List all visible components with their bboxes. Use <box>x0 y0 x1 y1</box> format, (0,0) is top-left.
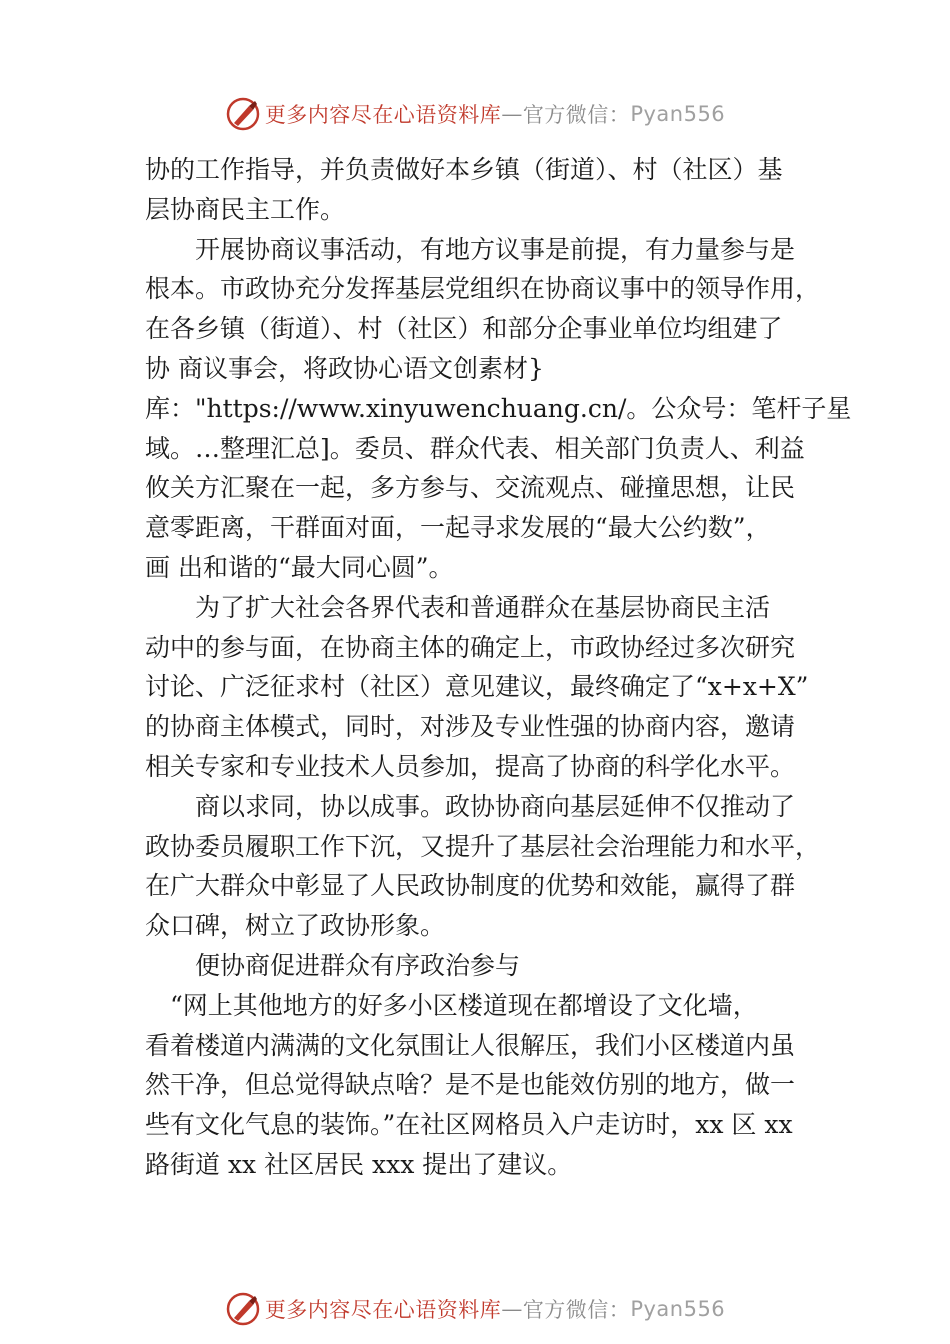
text-line: 为了扩大社会各界代表和普通群众在基层协商民主活 <box>145 592 771 622</box>
text-line: 根本。市政协充分发挥基层党组织在协商议事中的领导作用， <box>145 274 821 304</box>
text-line: 层协商民主工作。 <box>145 194 346 224</box>
text-line: 在各乡镇（街道）、村（社区）和部分企事业单位均组建了 <box>145 314 783 344</box>
footer-site-text: 更多内容尽在心语资料库 <box>264 1298 502 1322</box>
footer-dash: — <box>501 1297 523 1321</box>
header-wechat-label: 官方微信： <box>522 103 631 127</box>
header-dash: — <box>501 102 523 126</box>
text-line: 众口碑，树立了政协形象。 <box>145 911 446 941</box>
header-wechat-id: Pyan556 <box>630 102 726 126</box>
text-line: 协的工作指导，并负责做好本乡镇（街道）、村（社区）基 <box>145 155 783 184</box>
text-line: 的协商主体模式，同时，对涉及专业性强的协商内容，邀请 <box>145 712 796 742</box>
text-line: 攸关方汇聚在一起，多方参与、交流观点、碰撞思想，让民 <box>145 473 796 503</box>
text-line: 相关专家和专业技术人员参加，提高了协商的科学化水平。 <box>145 751 796 781</box>
text-line: “网上其他地方的好多小区楼道现在都增设了文化墙， <box>145 990 758 1020</box>
text-line: 协 商议事会，将政协心语文创素材} <box>145 353 544 383</box>
text-line: 商以求同，协以成事。政协协商向基层延伸不仅推动了 <box>145 791 796 821</box>
text-line: 在广大群众中彰显了人民政协制度的优势和效能，赢得了群 <box>145 871 796 901</box>
text-line: 些有文化气息的装饰。”在社区网格员入户走访时，xx 区 xx <box>145 1110 793 1140</box>
text-line: 开展协商议事活动，有地方议事是前提，有力量参与是 <box>145 234 796 264</box>
footer-banner <box>0 1289 950 1329</box>
text-line: 意零距离，干群面对面，一起寻求发展的“最大公约数”， <box>145 513 771 543</box>
text-line: 看着楼道内满满的文化氛围让人很解压，我们小区楼道内虽 <box>145 1030 796 1060</box>
text-line: 库："https://www.xinyuwenchuang.cn/。公众号：笔杆子星 <box>145 393 852 423</box>
text-line: 政协委员履职工作下沉，又提升了基层社会治理能力和水平， <box>145 831 821 861</box>
text-line: 动中的参与面，在协商主体的确定上，市政协经过多次研究 <box>145 632 796 662</box>
document-body <box>145 150 852 1185</box>
text-line: 画 出和谐的“最大同心圆”。 <box>145 552 454 582</box>
footer-wechat-id: Pyan556 <box>630 1297 726 1321</box>
header-banner <box>0 94 950 134</box>
text-line: 便协商促进群众有序政治参与 <box>145 950 521 980</box>
text-line: 域。…整理汇总]。委员、群众代表、相关部门负责人、利益 <box>145 433 805 463</box>
pen-logo-icon <box>225 96 261 132</box>
text-line: 讨论、广泛征求村（社区）意见建议，最终确定了“x+x+X” <box>145 672 809 702</box>
pen-logo-icon <box>225 1291 261 1327</box>
text-line: 然干净，但总觉得缺点啥？是不是也能效仿别的地方，做一 <box>145 1070 796 1100</box>
footer-wechat-label: 官方微信： <box>522 1298 631 1322</box>
text-line: 路街道 xx 社区居民 xxx 提出了建议。 <box>145 1149 573 1179</box>
header-site-text: 更多内容尽在心语资料库 <box>264 103 502 127</box>
